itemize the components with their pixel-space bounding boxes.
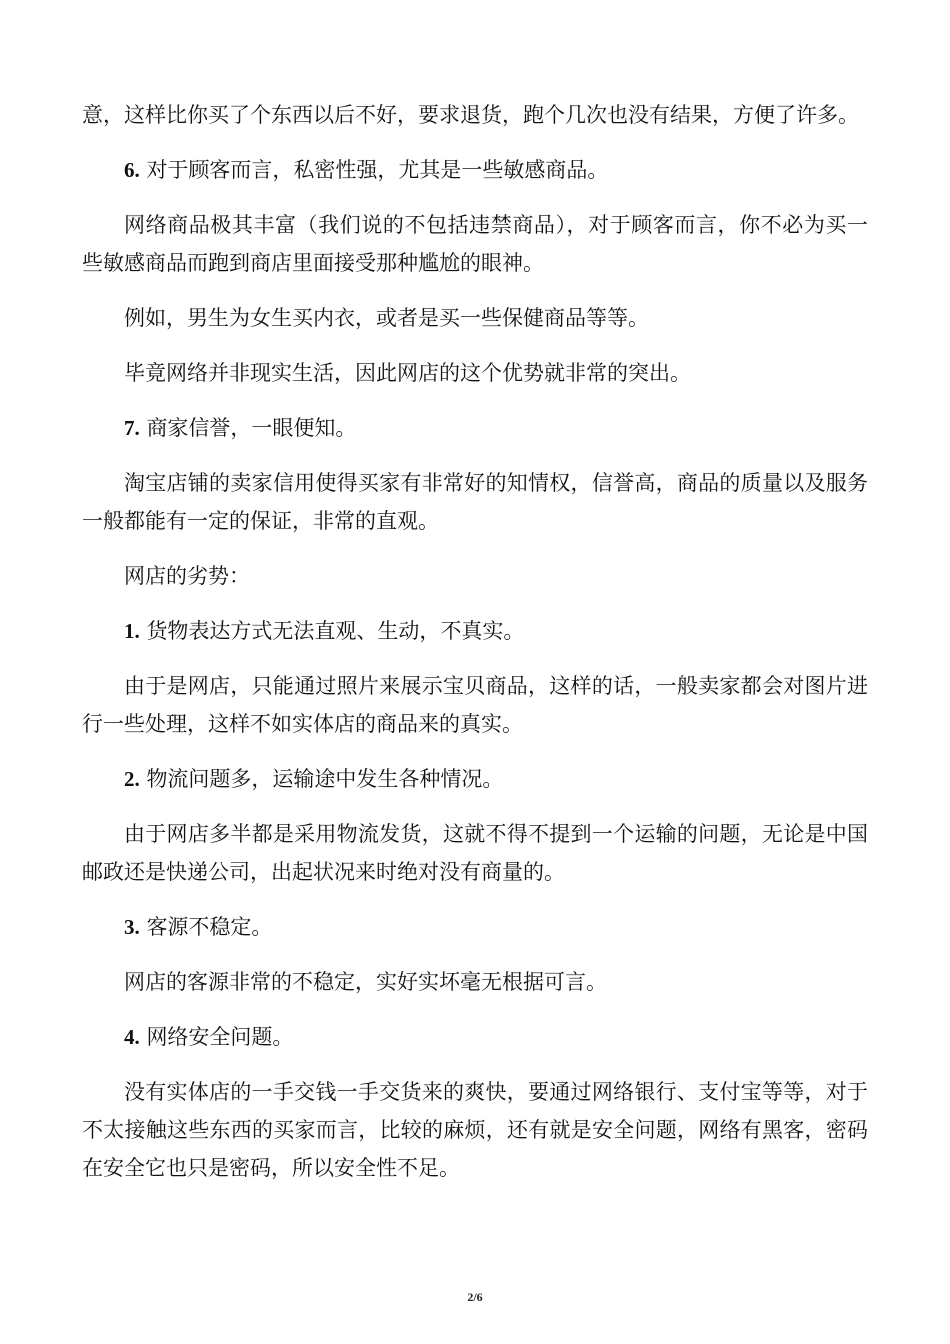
heading-text: 商家信誉，一眼便知。 (146, 416, 357, 440)
heading-text: 物流问题多，运输途中发生各种情况。 (146, 767, 504, 791)
paragraph: 没有实体店的一手交钱一手交货来的爽快，要通过网络银行、支付宝等等，对于不太接触这些东西的买家而言，比较的麻烦，还有就是安全问题，网络有黑客，密码在安全它也只是密码，所以安全性不足。 (82, 1080, 868, 1180)
section-heading: 网店的劣势： (124, 564, 250, 588)
document-body (82, 96, 868, 1204)
heading-text: 客源不稳定。 (146, 915, 273, 939)
paragraph: 毕竟网络并非现实生活，因此网店的这个优势就非常的突出。 (124, 361, 691, 385)
list-heading-2 (82, 760, 868, 798)
list-number: 7. (124, 416, 140, 440)
heading-text: 网络安全问题。 (146, 1025, 294, 1049)
list-number: 4. (124, 1025, 140, 1049)
list-number: 6. (124, 158, 140, 182)
paragraph: 网络商品极其丰富（我们说的不包括违禁商品），对于顾客而言，你不必为买一些敏感商品而跑到商店里面接受那种尴尬的眼神。 (82, 213, 868, 275)
heading-text: 货物表达方式无法直观、生动，不真实。 (146, 619, 525, 643)
list-heading-4 (82, 1018, 868, 1056)
list-heading-7 (82, 409, 868, 447)
paragraph: 淘宝店铺的卖家信用使得买家有非常好的知情权，信誉高，商品的质量以及服务一般都能有一定的保证，非常的直观。 (82, 471, 868, 533)
list-number: 2. (124, 767, 140, 791)
list-number: 1. (124, 619, 140, 643)
list-number: 3. (124, 915, 140, 939)
paragraph: 意，这样比你买了个东西以后不好，要求退货，跑个几次也没有结果，方便了许多。 (82, 103, 859, 127)
list-heading-3 (82, 908, 868, 946)
list-heading-6 (82, 151, 868, 189)
paragraph: 由于网店多半都是采用物流发货，这就不得不提到一个运输的问题，无论是中国邮政还是快递公司，出起状况来时绝对没有商量的。 (82, 822, 868, 884)
paragraph: 例如，男生为女生买内衣，或者是买一些保健商品等等。 (124, 306, 649, 330)
paragraph: 由于是网店，只能通过照片来展示宝贝商品，这样的话，一般卖家都会对图片进行一些处理，这样不如实体店的商品来的真实。 (82, 674, 868, 736)
paragraph: 网店的客源非常的不稳定，实好实坏毫无根据可言。 (124, 970, 607, 994)
page-number: 2/6 (467, 1290, 483, 1304)
list-heading-1 (82, 612, 868, 650)
heading-text: 对于顾客而言，私密性强，尤其是一些敏感商品。 (146, 158, 609, 182)
